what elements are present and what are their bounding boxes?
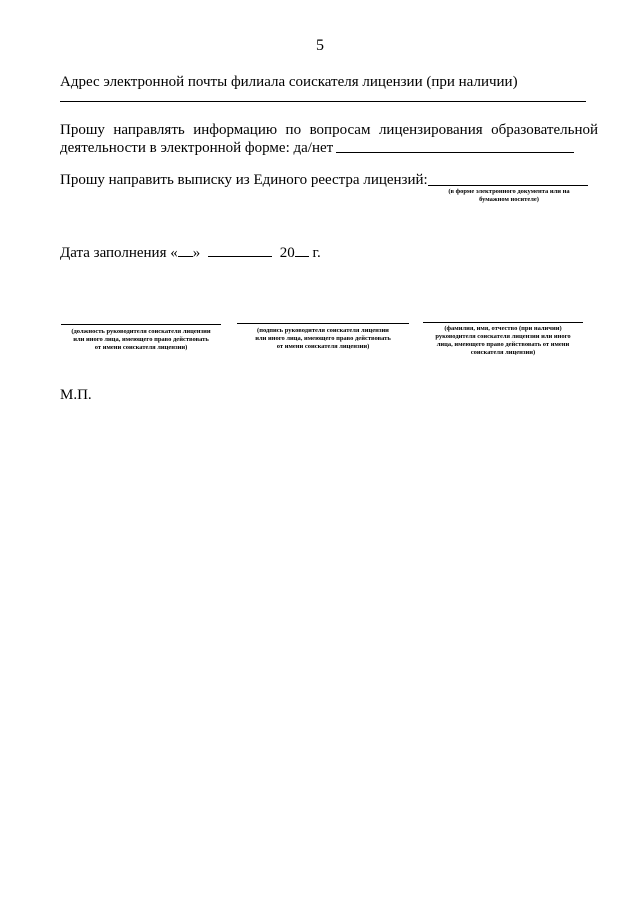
fill-date-row bbox=[60, 242, 321, 262]
full-name-caption-line1: (фамилия, имя, отчество (при наличии) bbox=[444, 325, 562, 332]
position-caption-line1: (должность руководителя соискателя лицензии bbox=[71, 328, 211, 335]
registry-extract-hint-line1: (в форме электронного документа или на bbox=[448, 188, 570, 195]
full-name-field[interactable] bbox=[423, 322, 583, 323]
signature-caption-line1: (подпись руководителя соискателя лицензии bbox=[257, 327, 389, 334]
branch-email-label: Адрес электронной почты филиала соискателя лицензии (при наличии) bbox=[60, 74, 518, 90]
electronic-info-line2: деятельности в электронной форме: да/нет bbox=[60, 140, 334, 156]
registry-extract-hint bbox=[425, 188, 593, 204]
full-name-caption-line4: соискателя лицензии) bbox=[470, 349, 536, 356]
signature-caption-line2: или иного лица, имеющего право действовать bbox=[255, 335, 391, 342]
fill-date-year-suffix: г. bbox=[312, 245, 321, 261]
electronic-info-answer-field[interactable] bbox=[336, 152, 574, 153]
registry-extract-label: Прошу направить выписку из Единого реестра лицензий: bbox=[60, 172, 428, 188]
fill-date-label: Дата заполнения « bbox=[60, 245, 178, 261]
branch-email-field[interactable] bbox=[60, 101, 586, 102]
signature-field[interactable] bbox=[237, 323, 409, 324]
position-caption bbox=[55, 328, 227, 352]
fill-date-year-prefix: 20 bbox=[279, 245, 295, 261]
full-name-caption-line2: руководителя соискателя лицензии или иного bbox=[435, 333, 571, 340]
position-caption-line2: или иного лица, имеющего право действовать bbox=[73, 336, 209, 343]
position-caption-line3: от имени соискателя лицензии) bbox=[94, 344, 188, 351]
signature-caption-line3: от имени соискателя лицензии) bbox=[276, 343, 370, 350]
fill-date-day-field[interactable] bbox=[178, 242, 193, 257]
fill-date-year-field[interactable] bbox=[295, 242, 309, 257]
fill-date-month-field[interactable] bbox=[208, 242, 272, 257]
full-name-caption-line3: лица, имеющего право действовать от имени bbox=[436, 341, 570, 348]
registry-extract-field[interactable] bbox=[428, 185, 588, 186]
signature-caption bbox=[234, 327, 412, 351]
fill-date-close-quote: » bbox=[192, 245, 201, 261]
seal-label: М.П. bbox=[60, 387, 92, 403]
registry-extract-hint-line2: бумажном носителе) bbox=[479, 196, 539, 203]
position-field[interactable] bbox=[61, 324, 221, 325]
electronic-info-line1: Прошу направлять информацию по вопросам лицензирования образовательной bbox=[60, 122, 598, 138]
page-number: 5 bbox=[316, 37, 324, 54]
full-name-caption bbox=[418, 325, 588, 357]
